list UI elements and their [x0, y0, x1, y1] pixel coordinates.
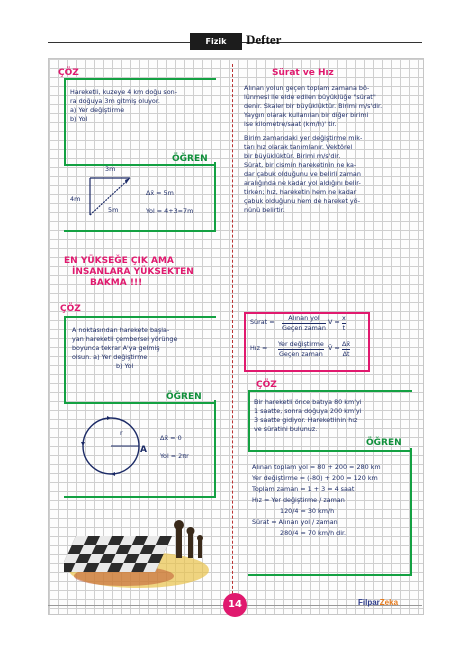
coz-tag-1: ÇÖZ	[58, 68, 79, 78]
coz3-text: Bir hareketli önce batıya 80 km'yi 1 saatte, sonra doğuya 200 km'yi 3 saatte gidiyor. Hareketlinin hız ve süratini bulunuz.	[254, 398, 362, 433]
brand-logo: FilparZeka	[358, 598, 399, 607]
ogren-tag-2: ÖĞREN	[166, 392, 202, 402]
ogren-tag-3: ÖĞREN	[366, 438, 402, 448]
paragraph-hiz: Birim zamandaki yer değiştirme mik- tarı hız olarak tanımlanır. Vektörel bir büyüklüktür. Birimi m/s'dir. Sürat, bir cismin hareketinin ne ka- dar çabuk olduğunu ve belirli zaman aralığında ne kadar yol aldığını belir- tirken; hız, hareketin hem ne kadar çabuk olduğunu hem de hareket yö- nünü belirtir.	[244, 134, 363, 214]
column-divider	[232, 64, 233, 609]
ogren-tag-1: ÖĞREN	[172, 154, 208, 164]
ogren1-yol: Yol = 4+3=7m	[146, 207, 194, 215]
formula-surat-symbol: V =	[328, 318, 340, 326]
formula-surat-symfrac: x t	[342, 314, 346, 332]
label-5m: 5m	[108, 206, 119, 214]
ogren2-yol: Yol = 2πr	[160, 452, 189, 460]
formula-hiz-symfrac: Δx̄ Δt	[342, 340, 351, 358]
ogren3-text: Alınan toplam yol = 80 + 200 = 280 km Yer değiştirme = (-80) + 200 = 120 km Toplam zaman = 1 + 3 = 4 saat Hız = Yer değiştirme / zaman 120/4 = 30 km/h Sürat = Alınan yol / zaman 280/4 = 70 km/h dir.	[252, 463, 381, 537]
coz1-text: Hareketli, kuzeye 4 km doğu son- ra doğuya 3m gitmiş oluyor. a) Yer değiştirme b) Yol	[70, 88, 178, 123]
label-4m: 4m	[70, 195, 81, 203]
circle-path-diagram	[76, 410, 146, 482]
label-3m: 3m	[105, 165, 116, 173]
coz2-text: A noktasından harekete başla- yan hareketli çembersel yörünge boyunca tekrar A'ya gelmiş olsun. a) Yer değiştirme b) Yol	[72, 326, 178, 370]
ogren2-dx: Δx̄ = 0	[160, 434, 182, 442]
label-point-a: A	[140, 445, 147, 455]
formula-surat-fraction: Alınan yol Geçen zaman	[282, 314, 326, 332]
coz-tag-2: ÇÖZ	[60, 304, 81, 314]
paragraph-surat: Alınan yolun geçen toplam zamana bö- lünmesi ile elde edilen büyüklüğe "sürat" denir. Skaler bir büyüklüktür. Birimi m/s'dir. Yaygın olarak kullanılan bir diğer birimi ise kilometre/saat (km/h)' tir.	[244, 84, 383, 128]
section-heading: Sürat ve Hız	[272, 68, 334, 78]
ogren1-dx: Δx̄ = 5m	[146, 189, 174, 197]
formula-hiz-left: Hız =	[250, 344, 268, 352]
formula-hiz-symbol: V̄ =	[328, 344, 340, 352]
page-number: 14	[223, 593, 247, 617]
chess-illustration	[64, 508, 214, 590]
coz-tag-3: ÇÖZ	[256, 380, 277, 390]
header-subject-box: Fizik	[190, 33, 242, 50]
motto-heading: EN YÜKSEĞE ÇIK AMA İNSANLARA YÜKSEKTEN BAKMA !!!	[64, 256, 194, 288]
label-r: r	[120, 429, 123, 437]
formula-surat-left: Sürat =	[250, 318, 275, 326]
formula-hiz-fraction: Yer değiştirme Geçen zaman	[278, 340, 324, 358]
header-title: Defter	[246, 32, 282, 47]
